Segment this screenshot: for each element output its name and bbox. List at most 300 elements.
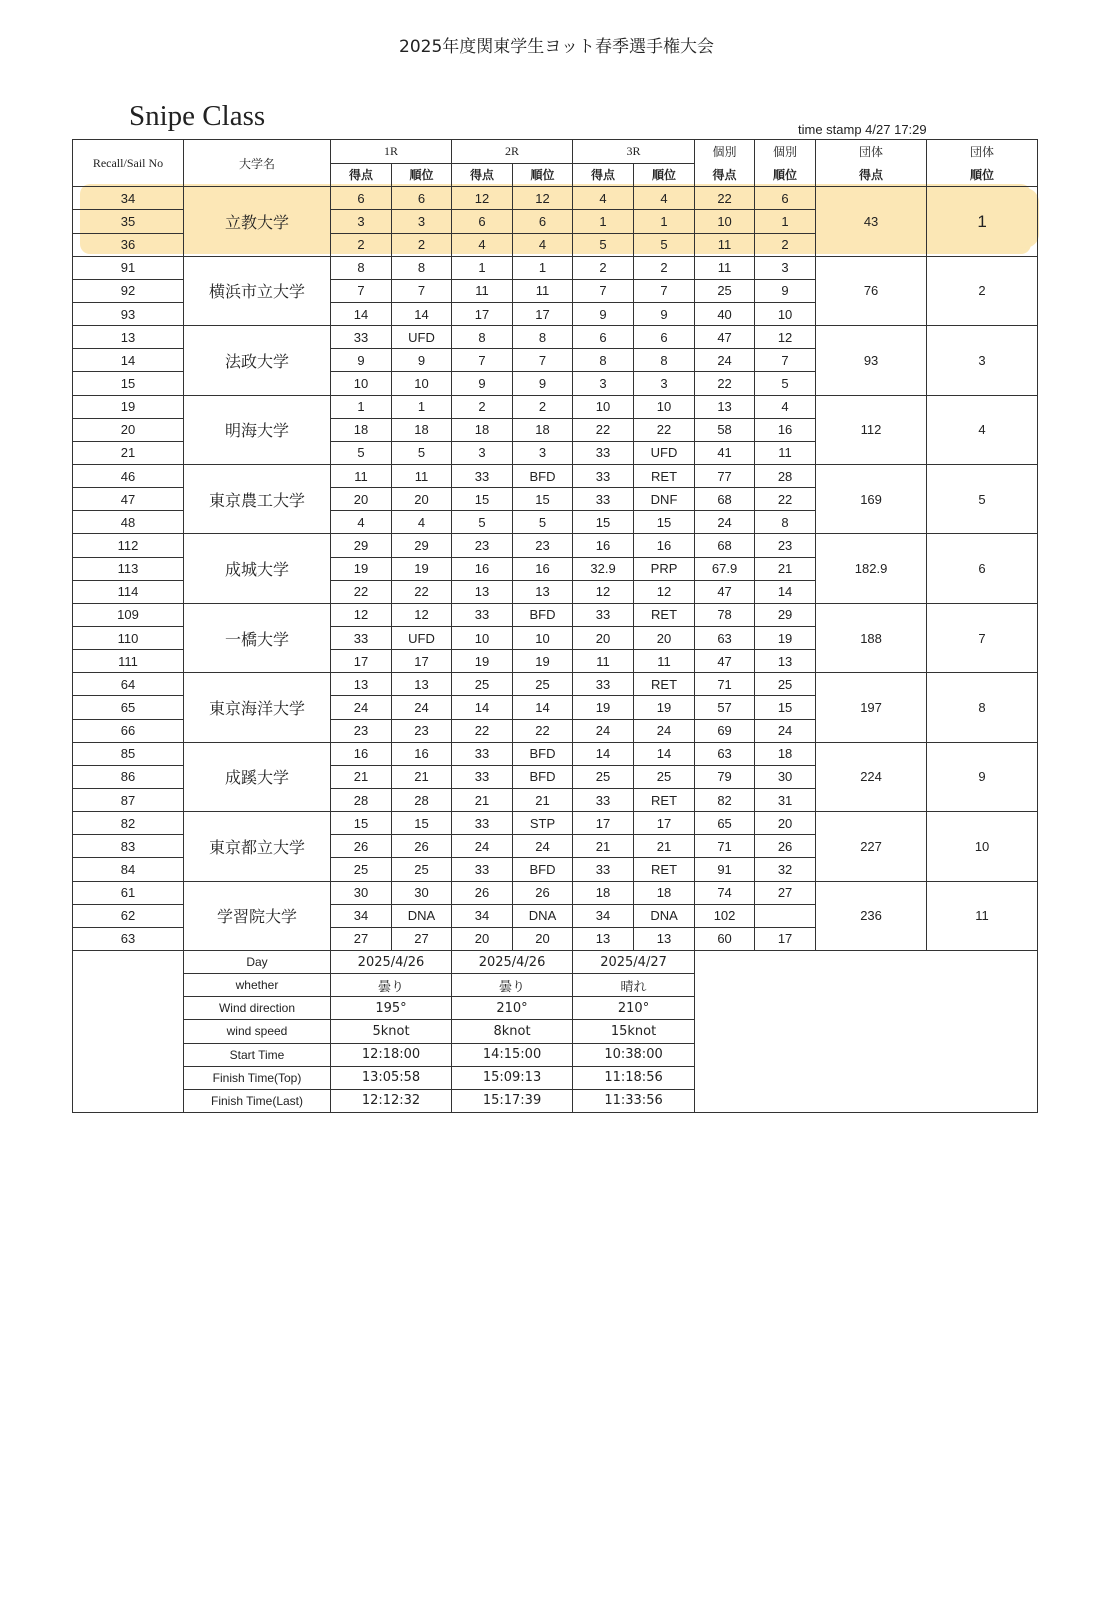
r2-rank: DNA — [513, 904, 573, 927]
r3-rank: 7 — [634, 279, 695, 302]
r2-rank: 25 — [513, 673, 573, 696]
header-indiv-points-top: 個別 — [695, 140, 755, 164]
r2-points: 2 — [452, 395, 513, 418]
r3-rank: 16 — [634, 534, 695, 557]
indiv-points: 60 — [695, 927, 755, 950]
indiv-rank: 15 — [755, 696, 816, 719]
r2-points: 11 — [452, 279, 513, 302]
indiv-rank: 26 — [755, 835, 816, 858]
indiv-points: 79 — [695, 765, 755, 788]
r1-rank: 2 — [392, 233, 452, 256]
r3-rank: 2 — [634, 256, 695, 279]
indiv-points: 10 — [695, 210, 755, 233]
indiv-points: 91 — [695, 858, 755, 881]
indiv-rank: 13 — [755, 650, 816, 673]
indiv-points: 67.9 — [695, 557, 755, 580]
race-info-label: Start Time — [184, 1043, 331, 1066]
header-team-points-top: 団体 — [816, 140, 927, 164]
r3-points: 33 — [573, 441, 634, 464]
r3-points: 10 — [573, 395, 634, 418]
r3-points: 22 — [573, 418, 634, 441]
indiv-rank: 17 — [755, 927, 816, 950]
university-name: 明海大学 — [184, 395, 331, 464]
team-points: 224 — [816, 742, 927, 811]
team-rank: 8 — [927, 673, 1038, 742]
header-indiv-points: 得点 — [695, 163, 755, 187]
sail-no: 110 — [73, 626, 184, 649]
indiv-points: 13 — [695, 395, 755, 418]
indiv-rank: 31 — [755, 788, 816, 811]
indiv-points: 11 — [695, 256, 755, 279]
race-info-r2: 曇り — [452, 974, 573, 997]
r1-points: 7 — [331, 279, 392, 302]
r2-rank: 5 — [513, 511, 573, 534]
team-points: 236 — [816, 881, 927, 950]
r2-rank: 22 — [513, 719, 573, 742]
header-team-rank: 順位 — [927, 163, 1038, 187]
r3-rank: 14 — [634, 742, 695, 765]
university-name: 成城大学 — [184, 534, 331, 603]
team-points: 43 — [816, 187, 927, 256]
team-rank: 3 — [927, 326, 1038, 395]
sail-no: 46 — [73, 465, 184, 488]
header-team-rank-top: 団体 — [927, 140, 1038, 164]
team-points: 76 — [816, 256, 927, 325]
r1-rank: 30 — [392, 881, 452, 904]
r2-rank: 12 — [513, 187, 573, 210]
r3-rank: 19 — [634, 696, 695, 719]
r3-rank: RET — [634, 858, 695, 881]
r1-rank: 29 — [392, 534, 452, 557]
r1-points: 13 — [331, 673, 392, 696]
indiv-rank: 24 — [755, 719, 816, 742]
r1-rank: 10 — [392, 372, 452, 395]
r2-points: 26 — [452, 881, 513, 904]
sail-no: 114 — [73, 580, 184, 603]
r2-rank: BFD — [513, 465, 573, 488]
r1-points: 4 — [331, 511, 392, 534]
indiv-rank: 14 — [755, 580, 816, 603]
r3-points: 33 — [573, 788, 634, 811]
r2-points: 23 — [452, 534, 513, 557]
race-info-r1: 195° — [331, 997, 452, 1020]
header-points: 得点 — [331, 163, 392, 187]
team-rank: 6 — [927, 534, 1038, 603]
university-name: 横浜市立大学 — [184, 256, 331, 325]
indiv-rank: 2 — [755, 233, 816, 256]
r2-rank: 24 — [513, 835, 573, 858]
sail-no: 15 — [73, 372, 184, 395]
r1-points: 17 — [331, 650, 392, 673]
r1-points: 18 — [331, 418, 392, 441]
r3-points: 33 — [573, 603, 634, 626]
r2-rank: 7 — [513, 349, 573, 372]
indiv-rank: 30 — [755, 765, 816, 788]
race-info-label: wind speed — [184, 1020, 331, 1043]
sail-no: 109 — [73, 603, 184, 626]
r3-rank: 17 — [634, 812, 695, 835]
r2-rank: 20 — [513, 927, 573, 950]
r1-rank: 23 — [392, 719, 452, 742]
indiv-rank: 9 — [755, 279, 816, 302]
indiv-rank: 32 — [755, 858, 816, 881]
r1-rank: 11 — [392, 465, 452, 488]
race-info-r3: 11:33:56 — [573, 1089, 695, 1112]
indiv-points: 24 — [695, 349, 755, 372]
header-round-2: 2R — [452, 140, 573, 164]
sail-no: 62 — [73, 904, 184, 927]
r1-points: 20 — [331, 488, 392, 511]
r3-points: 7 — [573, 279, 634, 302]
r3-points: 25 — [573, 765, 634, 788]
header-team-points: 得点 — [816, 163, 927, 187]
r3-points: 34 — [573, 904, 634, 927]
r3-points: 16 — [573, 534, 634, 557]
r2-rank: BFD — [513, 765, 573, 788]
r2-points: 14 — [452, 696, 513, 719]
r1-rank: 20 — [392, 488, 452, 511]
r3-points: 20 — [573, 626, 634, 649]
r2-rank: 19 — [513, 650, 573, 673]
r3-rank: 8 — [634, 349, 695, 372]
sail-no: 64 — [73, 673, 184, 696]
indiv-points: 68 — [695, 534, 755, 557]
race-info-r3: 210° — [573, 997, 695, 1020]
sail-no: 113 — [73, 557, 184, 580]
r1-rank: 27 — [392, 927, 452, 950]
sail-no: 48 — [73, 511, 184, 534]
r1-rank: 9 — [392, 349, 452, 372]
r1-points: 10 — [331, 372, 392, 395]
indiv-points: 24 — [695, 511, 755, 534]
indiv-rank: 28 — [755, 465, 816, 488]
r3-points: 1 — [573, 210, 634, 233]
r2-points: 12 — [452, 187, 513, 210]
sail-no: 14 — [73, 349, 184, 372]
sail-no: 87 — [73, 788, 184, 811]
r3-points: 4 — [573, 187, 634, 210]
r2-rank: 17 — [513, 303, 573, 326]
r3-rank: 9 — [634, 303, 695, 326]
r1-rank: 14 — [392, 303, 452, 326]
indiv-points: 11 — [695, 233, 755, 256]
indiv-points: 57 — [695, 696, 755, 719]
r3-rank: RET — [634, 673, 695, 696]
r1-rank: UFD — [392, 626, 452, 649]
r3-rank: RET — [634, 465, 695, 488]
r3-rank: DNF — [634, 488, 695, 511]
indiv-points: 68 — [695, 488, 755, 511]
sail-no: 20 — [73, 418, 184, 441]
team-points: 188 — [816, 603, 927, 672]
team-rank: 9 — [927, 742, 1038, 811]
team-rank: 2 — [927, 256, 1038, 325]
team-points: 112 — [816, 395, 927, 464]
sail-no: 21 — [73, 441, 184, 464]
r3-points: 11 — [573, 650, 634, 673]
university-name: 東京都立大学 — [184, 812, 331, 881]
r2-points: 25 — [452, 673, 513, 696]
r2-points: 33 — [452, 603, 513, 626]
indiv-points: 47 — [695, 326, 755, 349]
indiv-points: 69 — [695, 719, 755, 742]
header-indiv-rank: 順位 — [755, 163, 816, 187]
indiv-rank: 21 — [755, 557, 816, 580]
race-info-r1: 曇り — [331, 974, 452, 997]
r2-rank: 26 — [513, 881, 573, 904]
indiv-rank: 16 — [755, 418, 816, 441]
header-rank: 順位 — [513, 163, 573, 187]
team-rank: 7 — [927, 603, 1038, 672]
info-blank-left — [73, 950, 184, 1112]
indiv-points: 22 — [695, 372, 755, 395]
boat-row — [73, 256, 1038, 279]
r1-points: 2 — [331, 233, 392, 256]
r2-points: 33 — [452, 465, 513, 488]
team-rank: 10 — [927, 812, 1038, 881]
r3-points: 32.9 — [573, 557, 634, 580]
r3-rank: 24 — [634, 719, 695, 742]
race-info-label: Finish Time(Last) — [184, 1089, 331, 1112]
team-points: 182.9 — [816, 534, 927, 603]
team-points: 169 — [816, 465, 927, 534]
sail-no: 111 — [73, 650, 184, 673]
indiv-points: 102 — [695, 904, 755, 927]
race-info-r2: 15:17:39 — [452, 1089, 573, 1112]
r1-points: 33 — [331, 626, 392, 649]
r3-points: 15 — [573, 511, 634, 534]
sail-no: 36 — [73, 233, 184, 256]
r3-rank: 1 — [634, 210, 695, 233]
university-name: 法政大学 — [184, 326, 331, 395]
boat-row — [73, 326, 1038, 349]
r1-points: 21 — [331, 765, 392, 788]
r1-rank: 19 — [392, 557, 452, 580]
indiv-points: 58 — [695, 418, 755, 441]
race-info-label: Finish Time(Top) — [184, 1066, 331, 1089]
r1-rank: 5 — [392, 441, 452, 464]
r1-points: 34 — [331, 904, 392, 927]
indiv-points: 63 — [695, 626, 755, 649]
indiv-rank: 23 — [755, 534, 816, 557]
race-info-r2: 8knot — [452, 1020, 573, 1043]
race-info-r2: 210° — [452, 997, 573, 1020]
race-info-r1: 2025/4/26 — [331, 950, 452, 973]
race-info-r1: 12:12:32 — [331, 1089, 452, 1112]
race-info-r2: 15:09:13 — [452, 1066, 573, 1089]
boat-row — [73, 673, 1038, 696]
r1-rank: 12 — [392, 603, 452, 626]
indiv-rank: 11 — [755, 441, 816, 464]
r3-rank: RET — [634, 788, 695, 811]
race-info-r3: 2025/4/27 — [573, 950, 695, 973]
race-info-label: whether — [184, 974, 331, 997]
sail-no: 91 — [73, 256, 184, 279]
r1-points: 5 — [331, 441, 392, 464]
indiv-points: 65 — [695, 812, 755, 835]
r2-points: 6 — [452, 210, 513, 233]
boat-row — [73, 742, 1038, 765]
race-info-label: Wind direction — [184, 997, 331, 1020]
race-info-r1: 12:18:00 — [331, 1043, 452, 1066]
r3-points: 2 — [573, 256, 634, 279]
r1-rank: 8 — [392, 256, 452, 279]
r1-rank: 28 — [392, 788, 452, 811]
r3-rank: 4 — [634, 187, 695, 210]
indiv-points: 40 — [695, 303, 755, 326]
r2-points: 33 — [452, 858, 513, 881]
indiv-points: 41 — [695, 441, 755, 464]
indiv-points: 74 — [695, 881, 755, 904]
r3-points: 21 — [573, 835, 634, 858]
r3-rank: 11 — [634, 650, 695, 673]
indiv-points: 71 — [695, 673, 755, 696]
r3-points: 3 — [573, 372, 634, 395]
r3-points: 33 — [573, 465, 634, 488]
indiv-rank: 8 — [755, 511, 816, 534]
indiv-rank: 22 — [755, 488, 816, 511]
r2-points: 19 — [452, 650, 513, 673]
indiv-points: 82 — [695, 788, 755, 811]
indiv-rank: 10 — [755, 303, 816, 326]
r1-rank: 26 — [392, 835, 452, 858]
r1-rank: 3 — [392, 210, 452, 233]
r3-rank: 25 — [634, 765, 695, 788]
r2-points: 7 — [452, 349, 513, 372]
indiv-points: 25 — [695, 279, 755, 302]
indiv-rank: 1 — [755, 210, 816, 233]
sail-no: 92 — [73, 279, 184, 302]
sail-no: 84 — [73, 858, 184, 881]
r2-points: 34 — [452, 904, 513, 927]
r2-points: 3 — [452, 441, 513, 464]
r2-rank: 3 — [513, 441, 573, 464]
r1-rank: 21 — [392, 765, 452, 788]
indiv-rank: 4 — [755, 395, 816, 418]
r3-points: 33 — [573, 673, 634, 696]
r1-points: 12 — [331, 603, 392, 626]
header-points: 得点 — [573, 163, 634, 187]
r2-points: 33 — [452, 812, 513, 835]
r3-rank: PRP — [634, 557, 695, 580]
university-name: 立教大学 — [184, 187, 331, 256]
team-rank: 5 — [927, 465, 1038, 534]
indiv-points: 47 — [695, 580, 755, 603]
sail-no: 112 — [73, 534, 184, 557]
r1-rank: 25 — [392, 858, 452, 881]
r1-points: 8 — [331, 256, 392, 279]
r2-rank: BFD — [513, 603, 573, 626]
header-round-3: 3R — [573, 140, 695, 164]
indiv-rank: 20 — [755, 812, 816, 835]
sail-no: 83 — [73, 835, 184, 858]
r3-rank: 20 — [634, 626, 695, 649]
r1-points: 22 — [331, 580, 392, 603]
r3-points: 33 — [573, 858, 634, 881]
r3-rank: 3 — [634, 372, 695, 395]
indiv-rank: 18 — [755, 742, 816, 765]
sail-no: 61 — [73, 881, 184, 904]
team-points: 227 — [816, 812, 927, 881]
race-info-label: Day — [184, 950, 331, 973]
r1-rank: 15 — [392, 812, 452, 835]
r1-rank: 24 — [392, 696, 452, 719]
r1-points: 15 — [331, 812, 392, 835]
boat-row — [73, 187, 1038, 210]
r2-rank: 6 — [513, 210, 573, 233]
r2-rank: 16 — [513, 557, 573, 580]
r3-points: 33 — [573, 488, 634, 511]
race-info-r3: 15knot — [573, 1020, 695, 1043]
r2-points: 9 — [452, 372, 513, 395]
indiv-rank: 19 — [755, 626, 816, 649]
r2-points: 4 — [452, 233, 513, 256]
r1-points: 24 — [331, 696, 392, 719]
sail-no: 66 — [73, 719, 184, 742]
r3-points: 24 — [573, 719, 634, 742]
indiv-points: 78 — [695, 603, 755, 626]
r2-rank: 21 — [513, 788, 573, 811]
r3-rank: 13 — [634, 927, 695, 950]
r3-points: 9 — [573, 303, 634, 326]
r3-rank: 5 — [634, 233, 695, 256]
sail-no: 19 — [73, 395, 184, 418]
team-rank: 11 — [927, 881, 1038, 950]
sail-no: 35 — [73, 210, 184, 233]
indiv-points: 71 — [695, 835, 755, 858]
r3-rank: DNA — [634, 904, 695, 927]
r2-points: 8 — [452, 326, 513, 349]
sail-no: 47 — [73, 488, 184, 511]
boat-row — [73, 812, 1038, 835]
university-name: 一橋大学 — [184, 603, 331, 672]
race-info-r2: 14:15:00 — [452, 1043, 573, 1066]
r3-rank: 12 — [634, 580, 695, 603]
r2-points: 24 — [452, 835, 513, 858]
r1-rank: DNA — [392, 904, 452, 927]
indiv-rank: 5 — [755, 372, 816, 395]
r2-rank: 4 — [513, 233, 573, 256]
results-table — [72, 139, 1038, 1113]
race-info-r1: 13:05:58 — [331, 1066, 452, 1089]
boat-row — [73, 465, 1038, 488]
r2-points: 15 — [452, 488, 513, 511]
r1-points: 6 — [331, 187, 392, 210]
indiv-points: 22 — [695, 187, 755, 210]
r2-points: 16 — [452, 557, 513, 580]
r1-rank: 4 — [392, 511, 452, 534]
university-name: 成蹊大学 — [184, 742, 331, 811]
boat-row — [73, 534, 1038, 557]
r3-rank: 6 — [634, 326, 695, 349]
r2-points: 18 — [452, 418, 513, 441]
r1-points: 27 — [331, 927, 392, 950]
r3-points: 5 — [573, 233, 634, 256]
r2-rank: 23 — [513, 534, 573, 557]
table-row — [73, 140, 1038, 164]
document-title: 2025年度関東学生ヨット春季選手権大会 — [399, 37, 714, 57]
team-points: 197 — [816, 673, 927, 742]
r2-points: 21 — [452, 788, 513, 811]
indiv-points: 47 — [695, 650, 755, 673]
r3-rank: UFD — [634, 441, 695, 464]
r1-points: 25 — [331, 858, 392, 881]
r2-points: 13 — [452, 580, 513, 603]
r1-points: 28 — [331, 788, 392, 811]
r1-rank: 18 — [392, 418, 452, 441]
r1-rank: 22 — [392, 580, 452, 603]
r3-rank: 21 — [634, 835, 695, 858]
